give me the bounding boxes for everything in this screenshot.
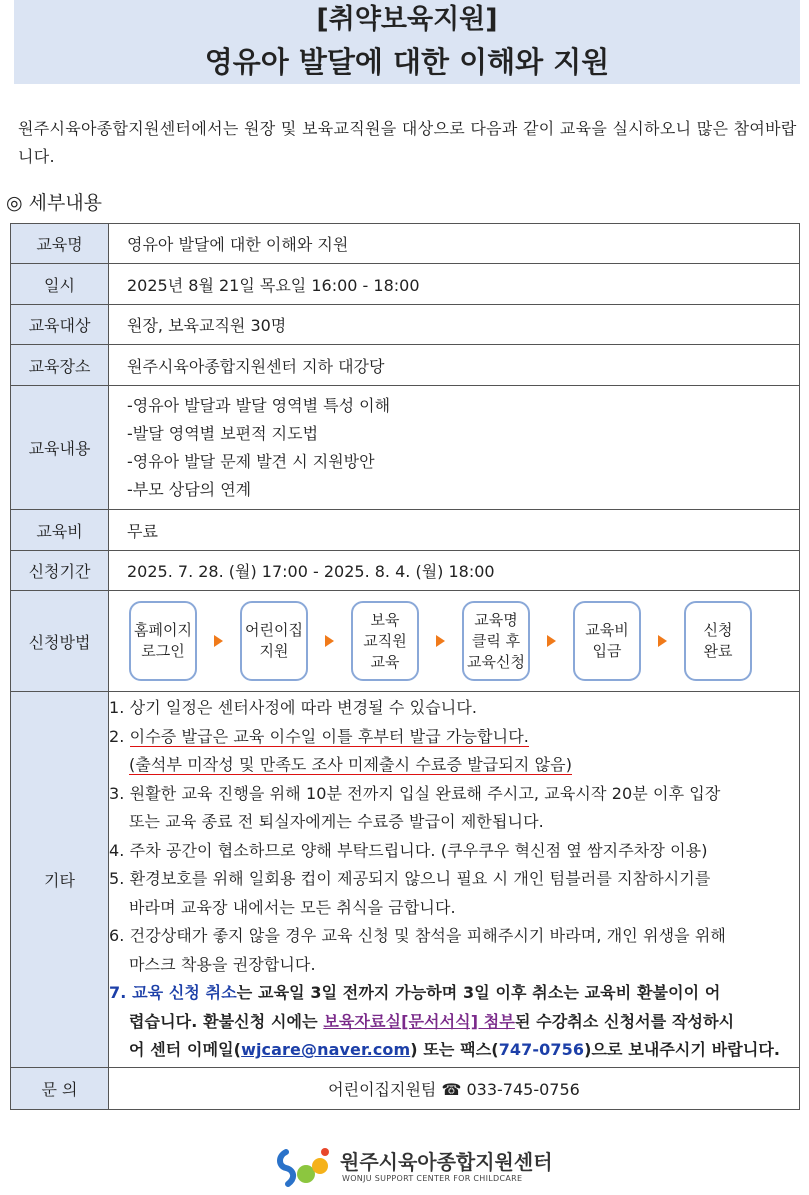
value-content (109, 386, 800, 510)
row-name (11, 224, 800, 264)
step-daycare-support: 어린이집 지원 (240, 601, 308, 681)
label-contact: 문 의 (11, 1068, 109, 1110)
etc-item-2-note: (출석부 미작성 및 만족도 조사 미제출시 수료증 발급되지 않음) (129, 755, 573, 775)
org-logo (276, 1142, 553, 1190)
value-place: 원주시육아종합지원센터 지하 대강당 (109, 345, 800, 386)
label-etc: 기타 (11, 692, 109, 1068)
value-name: 영유아 발달에 대한 이해와 지원 (109, 224, 800, 264)
content-item: -영유아 발달 문제 발견 시 지원방안 (127, 451, 375, 471)
etc-item-5-cont: 바라며 교육장 내에서는 모든 취식을 금합니다. (129, 897, 456, 917)
etc-item-2: 2. 이수증 발급은 교육 이수일 이틀 후부터 발급 가능합니다. (109, 726, 529, 746)
value-fee: 무료 (109, 510, 800, 551)
detail-table (10, 223, 800, 1110)
label-content: 교육내용 (11, 386, 109, 510)
step-payment: 교육비 입금 (573, 601, 641, 681)
content-item: -영유아 발달과 발달 영역별 특성 이해 (127, 395, 391, 415)
label-date: 일시 (11, 264, 109, 305)
label-name: 교육명 (11, 224, 109, 264)
etc-item-6: 6. 건강상태가 좋지 않을 경우 교육 신청 및 참석을 피해주시기 바라며, 개인 위생을 위해 (109, 926, 726, 946)
arrow-right-icon (658, 635, 667, 647)
value-contact: 어린이집지원팀 ☎ 033-745-0756 (109, 1068, 800, 1110)
etc-item-6-cont: 마스크 착용을 권장합니다. (129, 954, 316, 974)
method-steps (109, 591, 799, 691)
section-title: ◎ 세부내용 (6, 192, 103, 214)
org-name: 원주시육아종합지원센터 (340, 1150, 553, 1174)
row-date (11, 264, 800, 305)
etc-item-7-cont: 렵습니다. 환불신청 시에는 보육자료실[문서서식] 첨부된 수강취소 신청서를 작성하시 (129, 1011, 735, 1031)
title-banner (14, 0, 800, 84)
etc-item-7-cont2: 어 센터 이메일(wjcare@naver.com) 또는 팩스(747-0756)으로 보내주시기 바랍니다. (129, 1040, 781, 1060)
arrow-right-icon (325, 635, 334, 647)
value-period: 2025. 7. 28. (월) 17:00 - 2025. 8. 4. (월) 18:00 (109, 551, 800, 591)
label-method: 신청방법 (11, 591, 109, 692)
label-fee: 교육비 (11, 510, 109, 551)
row-fee (11, 510, 800, 551)
row-content (11, 386, 800, 510)
cancel-emphasis: 교육 신청 취소 (132, 983, 237, 1003)
row-etc (11, 692, 800, 1068)
fax-number: 747-0756 (498, 1040, 585, 1060)
label-place: 교육장소 (11, 345, 109, 386)
value-date: 2025년 8월 21일 목요일 16:00 - 18:00 (109, 264, 800, 305)
row-period (11, 551, 800, 591)
arrow-right-icon (436, 635, 445, 647)
resource-link[interactable]: 보육자료실[문서서식] 첨부 (323, 1011, 515, 1031)
label-target: 교육대상 (11, 305, 109, 345)
org-name-en: WONJU SUPPORT CENTER FOR CHILDCARE (342, 1174, 523, 1183)
step-staff-education: 보육 교직원 교육 (351, 601, 419, 681)
logo-mark-icon (276, 1142, 338, 1188)
etc-item-1: 1. 상기 일정은 센터사정에 따라 변경될 수 있습니다. (109, 698, 478, 718)
step-login: 홈페이지 로그인 (129, 601, 197, 681)
label-period: 신청기간 (11, 551, 109, 591)
row-target (11, 305, 800, 345)
content-item: -발달 영역별 보편적 지도법 (127, 423, 319, 443)
row-contact (11, 1068, 800, 1110)
value-target: 원장, 보육교직원 30명 (109, 305, 800, 345)
content-item: -부모 상담의 연계 (127, 479, 252, 499)
step-complete: 신청 완료 (684, 601, 752, 681)
intro-text: 원주시육아종합지원센터에서는 원장 및 보육교직원을 대상으로 다음과 같이 교육을 실시하오니 많은 참여바랍니다. (18, 119, 797, 166)
page-title: 영유아 발달에 대한 이해와 지원 (204, 45, 610, 79)
email-link[interactable]: wjcare@naver.com (241, 1040, 411, 1060)
etc-item-3: 3. 원활한 교육 진행을 위해 10분 전까지 입실 완료해 주시고, 교육시작 20분 이후 입장 (109, 783, 721, 803)
category-title: [취약보육지원] (316, 4, 498, 35)
value-etc (109, 692, 800, 1068)
step-apply: 교육명 클릭 후 교육신청 (462, 601, 530, 681)
arrow-right-icon (547, 635, 556, 647)
row-method (11, 591, 800, 692)
row-place (11, 345, 800, 386)
arrow-right-icon (214, 635, 223, 647)
etc-item-4: 4. 주차 공간이 협소하므로 양해 부탁드립니다. (쿠우쿠우 혁신점 옆 쌈지주차장 이용) (109, 840, 708, 860)
etc-item-5: 5. 환경보호를 위해 일회용 컵이 제공되지 않으니 필요 시 개인 텀블러를 지참하시기를 (109, 869, 711, 889)
etc-item-3-cont: 또는 교육 종료 전 퇴실자에게는 수료증 발급이 제한됩니다. (129, 812, 544, 832)
value-method (109, 591, 800, 692)
etc-item-7: 7. 교육 신청 취소는 교육일 3일 전까지 가능하며 3일 이후 취소는 교육비 환불이이 어 (109, 983, 721, 1003)
